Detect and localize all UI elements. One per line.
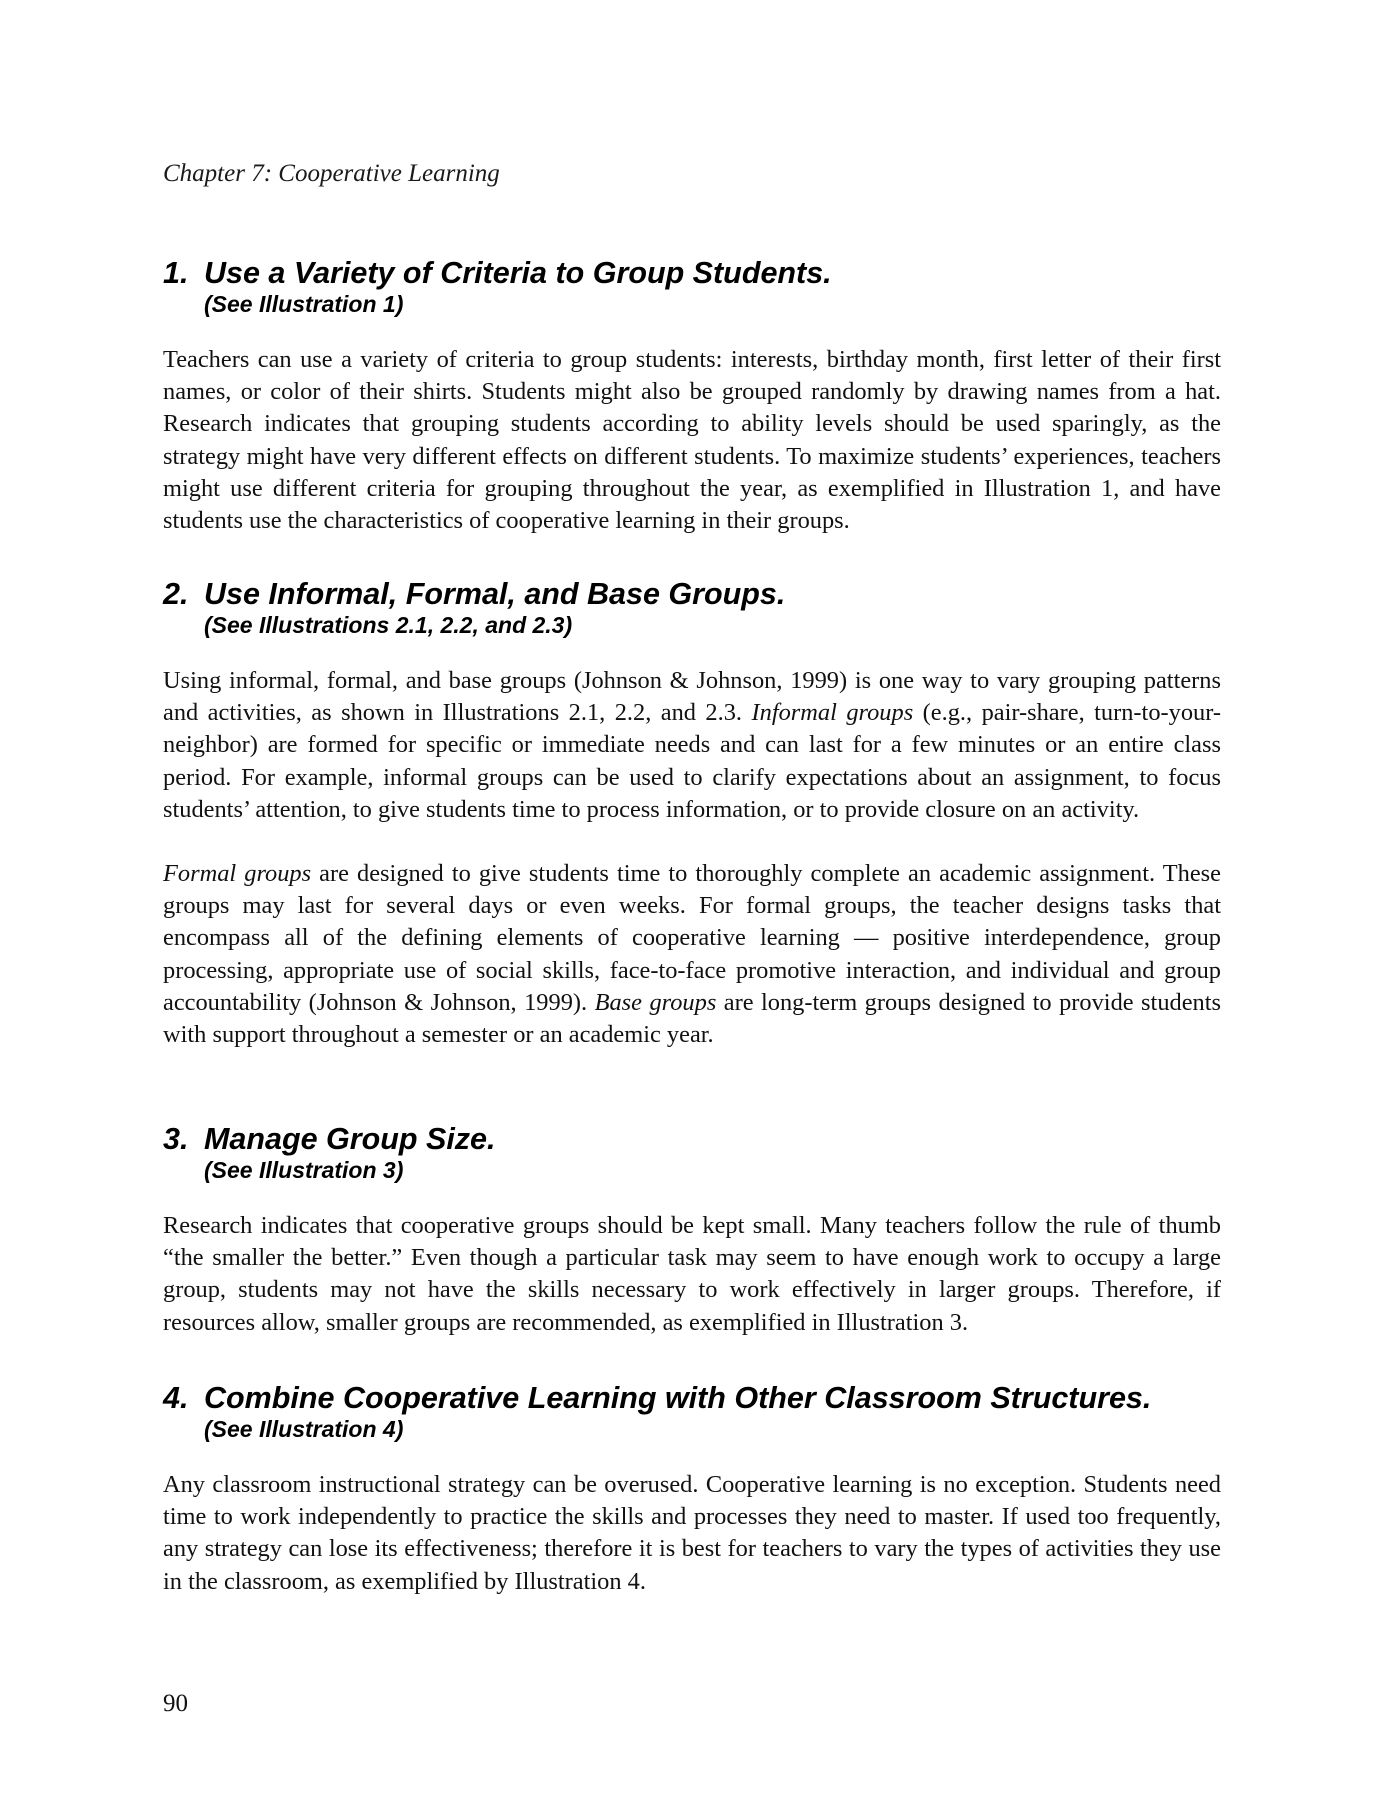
section-number: 3. [163, 1122, 189, 1156]
section-3 [163, 1122, 1221, 1339]
illustration-reference: (See Illustration 3) [204, 1157, 404, 1183]
section-number: 2. [163, 577, 189, 611]
paragraph [163, 1469, 1221, 1598]
paragraph [163, 858, 1221, 1051]
paragraph-text: are designed to give students time to thoroughly complete an academic assignment. These groups may last for several days or even weeks. For formal groups, the teacher designs tasks that encompass all of the defining elements of cooperative learning — positive interdependence, group processing, appropriate use of social skills, face-to-face promotive interaction, and individual and group accountability (Johnson & Johnson, 1999). [163, 860, 1221, 1016]
section-heading [163, 1381, 1221, 1415]
section-title: Manage Group Size. [204, 1122, 496, 1156]
paragraph-text: are long-term groups designed to provide students with support throughout a semester or an academic year. [163, 988, 1221, 1049]
paragraph [163, 665, 1221, 826]
paragraph [163, 1210, 1221, 1339]
section-title: Combine Cooperative Learning with Other Classroom Structures. [204, 1381, 1152, 1415]
paragraph-text: Any classroom instructional strategy can be overused. Cooperative learning is no exception. Students need time to work independently to practice the skills and processes they need to master. If used too frequently, any strategy can lose its effectiveness; therefore it is best for teachers to vary the types of activities they use in the classroom, as exemplified by Illustration 4. [163, 1471, 1221, 1595]
paragraph-text: Research indicates that cooperative groups should be kept small. Many teachers follow the rule of thumb “the smaller the better.” Even though a particular task may seem to have enough work to occupy a large group, students may not have the skills necessary to work effectively in larger groups. Therefore, if resources allow, smaller groups are recommended, as exemplified in Illustration 3. [163, 1212, 1221, 1336]
paragraph-text: Teachers can use a variety of criteria to group students: interests, birthday month, first letter of their first names, or color of their shirts. Students might also be grouped randomly by drawing names from a hat. Research indicates that grouping students according to ability levels should be used sparingly, as the strategy might have very different effects on different students. To maximize students’ experiences, teachers might use different criteria for grouping throughout the year, as exemplified in Illustration 1, and have students use the characteristics of cooperative learning in their groups. [163, 346, 1221, 535]
page-number: 90 [163, 1690, 188, 1717]
section-number: 4. [163, 1381, 189, 1415]
section-heading [163, 256, 1221, 290]
italic-term-informal-groups: Informal groups [751, 699, 914, 727]
section-title: Use a Variety of Criteria to Group Students. [204, 256, 832, 290]
section-1 [163, 256, 1221, 537]
section-4 [163, 1381, 1221, 1598]
paragraph-text: Using informal, formal, and base groups (Johnson & Johnson, 1999) is one way to vary grouping patterns and activities, as shown in Illustrations 2.1, 2.2, and 2.3. [163, 667, 1221, 727]
italic-term-base-groups: Base groups [594, 988, 717, 1016]
paragraph-text: (e.g., pair-share, turn-to-your-neighbor) are formed for specific or immediate needs and can last for a few minutes or an entire class period. For example, informal groups can be used to clarify expectations about an assignment, to focus students’ attention, to give students time to process information, or to provide closure on an activity. [163, 699, 1221, 823]
paragraph [163, 344, 1221, 537]
section-2 [163, 577, 1221, 1051]
section-title: Use Informal, Formal, and Base Groups. [204, 577, 786, 611]
illustration-reference: (See Illustrations 2.1, 2.2, and 2.3) [204, 612, 573, 638]
illustration-reference: (See Illustration 1) [204, 291, 404, 317]
section-heading [163, 577, 1221, 611]
running-head: Chapter 7: Cooperative Learning [163, 160, 500, 187]
illustration-reference: (See Illustration 4) [204, 1416, 404, 1442]
section-number: 1. [163, 256, 189, 290]
italic-term-formal-groups: Formal groups [163, 860, 312, 888]
section-heading [163, 1122, 1221, 1156]
